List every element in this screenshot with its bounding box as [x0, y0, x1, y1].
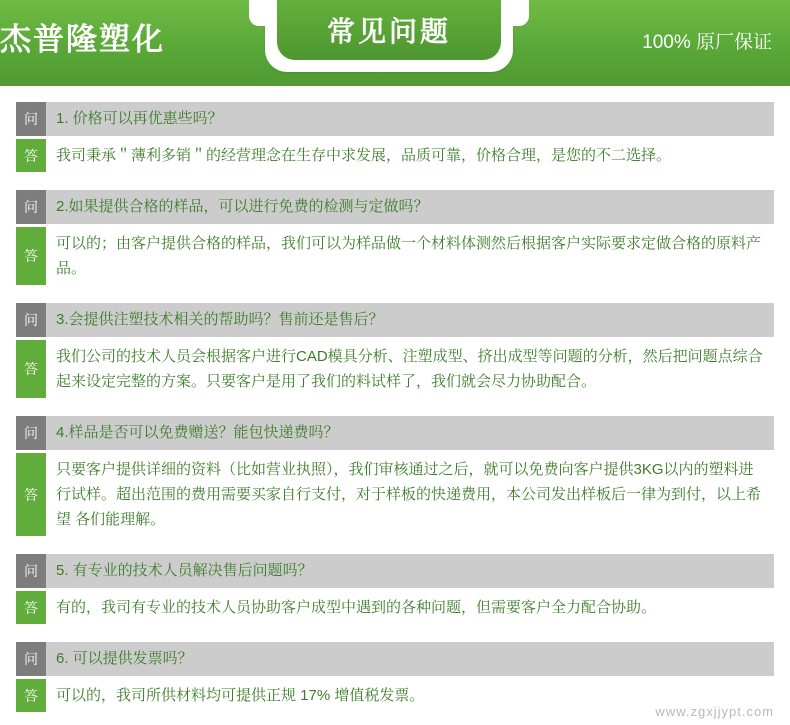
question-tag: 问 [16, 642, 46, 676]
faq-answer-row [16, 591, 774, 624]
question-text: 5. 有专业的技术人员解决售后问题吗？ [46, 554, 774, 588]
question-text: 2.如果提供合格的样品，可以进行免费的检测与定做吗？ [46, 190, 774, 224]
question-text: 1. 价格可以再优惠些吗？ [46, 102, 774, 136]
question-tag: 问 [16, 416, 46, 450]
faq-answer-row [16, 227, 774, 285]
faq-item [16, 554, 774, 624]
faq-answer-row [16, 340, 774, 398]
plate-notch-left-icon [249, 0, 265, 26]
question-text: 6. 可以提供发票吗？ [46, 642, 774, 676]
question-tag: 问 [16, 554, 46, 588]
answer-tag: 答 [16, 453, 46, 536]
guarantee-badge: 100% 原厂保证 [642, 32, 772, 53]
faq-question-row [16, 416, 774, 450]
page-title: 常见问题 [277, 0, 501, 60]
question-text: 3.会提供注塑技术相关的帮助吗？售前还是售后？ [46, 303, 774, 337]
faq-question-row [16, 642, 774, 676]
faq-item [16, 642, 774, 712]
answer-text: 可以的；由客户提供合格的样品，我们可以为样品做一个材料体测然后根据客户实际要求定做合格的原料产品。 [46, 227, 774, 285]
answer-text: 只要客户提供详细的资料（比如营业执照），我们审核通过之后，就可以免费向客户提供3KG以内的塑料进行试样。超出范围的费用需要买家自行支付，对于样板的快递费用，本公司发出样板后一律为到付，以上希望 各们能理解。 [46, 453, 774, 536]
faq-question-row [16, 554, 774, 588]
faq-list [0, 86, 790, 712]
question-tag: 问 [16, 303, 46, 337]
brand-name: 杰普隆塑化 [0, 22, 165, 57]
question-tag: 问 [16, 102, 46, 136]
answer-text: 可以的，我司所供材料均可提供正规 17% 增值税发票。 [46, 679, 774, 712]
faq-answer-row [16, 453, 774, 536]
answer-tag: 答 [16, 591, 46, 624]
answer-text: 有的，我司有专业的技术人员协助客户成型中遇到的各种问题，但需要客户全力配合协助。 [46, 591, 774, 624]
plate-notch-right-icon [513, 0, 529, 26]
faq-question-row [16, 190, 774, 224]
answer-tag: 答 [16, 679, 46, 712]
faq-item [16, 190, 774, 285]
answer-tag: 答 [16, 139, 46, 172]
faq-item [16, 102, 774, 172]
answer-text: 我们公司的技术人员会根据客户进行CAD模具分析、注塑成型、挤出成型等问题的分析，然后把问题点综合起来设定完整的方案。只要客户是用了我们的料试样了，我们就会尽力协助配合。 [46, 340, 774, 398]
question-text: 4.样品是否可以免费赠送？能包快递费吗？ [46, 416, 774, 450]
question-tag: 问 [16, 190, 46, 224]
faq-item [16, 303, 774, 398]
answer-text: 我司秉承＂薄利多销＂的经营理念在生存中求发展，品质可靠，价格合理，是您的不二选择。 [46, 139, 774, 172]
faq-question-row [16, 102, 774, 136]
answer-tag: 答 [16, 340, 46, 398]
faq-question-row [16, 303, 774, 337]
faq-item [16, 416, 774, 536]
page-header [0, 0, 790, 86]
answer-tag: 答 [16, 227, 46, 285]
faq-answer-row [16, 139, 774, 172]
watermark-url: www.zgxjjypt.com [655, 704, 774, 719]
